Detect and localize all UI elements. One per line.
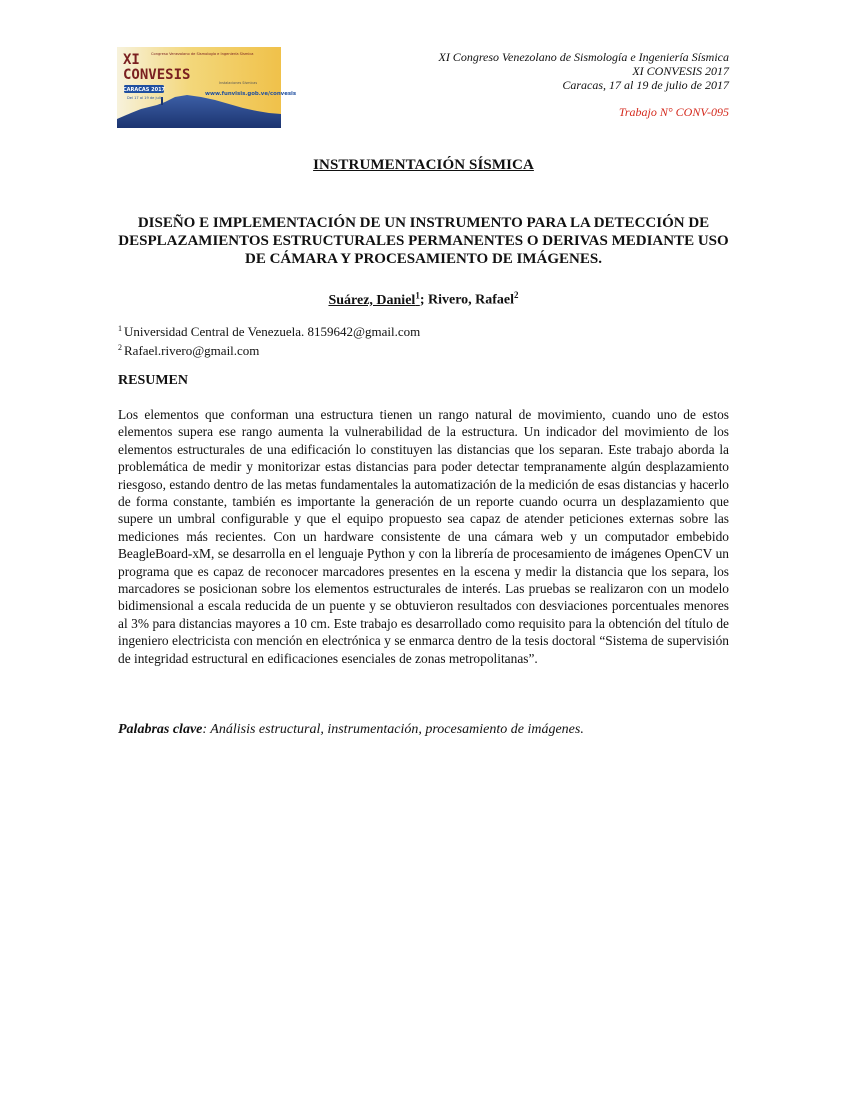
dates-badge-text: Del 17 al 19 de julio <box>127 96 163 100</box>
section-heading: INSTRUMENTACIÓN SÍSMICA <box>313 157 534 173</box>
abstract-heading: RESUMEN <box>118 373 189 388</box>
paper-id: Trabajo N° CONV-095 <box>618 105 729 119</box>
author-separator: ; <box>419 292 428 308</box>
author-secondary-name: Rivero, Rafael <box>427 292 515 308</box>
conference-logo <box>117 47 297 128</box>
author-primary <box>328 290 420 308</box>
logo-name: CONVESIS <box>123 67 191 83</box>
affiliation-2-text: Rafael.rivero@gmail.com <box>124 343 260 358</box>
affiliation-2-sup: 2 <box>118 343 122 352</box>
logo-subtitle: Congreso Venezolano de Sismología e Ingeniería Sísmica <box>151 52 254 56</box>
city-badge-text: CARACAS 2017 <box>122 87 166 93</box>
paper-title: DISEÑO E IMPLEMENTACIÓN DE UN INSTRUMENTO PARA LA DETECCIÓN DE DESPLAZAMIENTOS ESTRUCTURALES PERMANENTES O DERIVAS MEDIANTE USO DE CÁMARA Y PROCESAMIENTO DE IMÁGENES. <box>118 215 729 267</box>
affiliation-1-text: Universidad Central de Venezuela. 8159642@gmail.com <box>124 324 421 339</box>
logo-url: www.funvisis.gob.ve/convesis <box>205 91 297 97</box>
abstract-body: Los elementos que conforman una estructura tienen un rango natural de movimiento, cuando uno de estos elementos supera ese rango aumenta la vulnerabilidad de la estructura. Un indicador del movimiento de los elementos estructurales de una edificación lo constituyen las distancias que los separan. Este trabajo aborda la problemática de medir y monitorizar estas distancias para poder detectar tempranamente algún desplazamiento riesgoso, estando dentro de las metas fundamentales la automatización de la medición de esas distancias y hacerlo de forma constante, también es importante la generación de un reporte cuando ocurra un desplazamiento que supere un umbral configurable y que el equipo propuesto sea capaz de atender peticiones externas sobre las mediciones más recientes. Con un hardware consistente de una cámara web y un computador embebido BeagleBoard-xM, se desarrolla en el lenguaje Python y con la librería de procesamiento de imágenes OpenCV un programa que es capaz de reconocer marcadores presentes en la escena y medir la distancia que los separa, los marcadores se posicionan sobre los elementos estructurales de interés. Las pruebas se realizaron con un modelo bidimensional a escala reducida de un puente y se obtuvieron resultados con desviaciones porcentuales menores al 3% para distancias mayores a 10 cm. Este trabajo es desarrollado como requisito para la obtención del título de ingeniero electricista con mención en electrónica y se enmarca dentro de la tesis doctoral “Sistema de supervisión de integridad estructural en edificaciones esenciales de zonas metropolitanas”. <box>118 407 729 666</box>
keywords-label: Palabras clave <box>118 722 203 737</box>
logo-roman: XI <box>123 52 140 68</box>
author-primary-name: Suárez, Daniel <box>328 292 416 308</box>
affiliation-2 <box>118 340 420 359</box>
keywords-text: : Análisis estructural, instrumentación, procesamiento de imágenes. <box>202 722 584 737</box>
affiliation-1-sup: 1 <box>118 324 122 333</box>
conference-header <box>309 50 729 119</box>
header-conference-name: XI Congreso Venezolano de Sismología e Ingeniería Sísmica <box>438 50 729 64</box>
authors <box>0 290 847 309</box>
author-secondary-sup: 2 <box>514 290 519 300</box>
author-primary-sup: 1 <box>415 290 420 300</box>
convesis-logo-graphic <box>117 47 297 128</box>
logo-tagline: Instalaciones Sísmicas <box>219 81 258 85</box>
affiliation-1 <box>118 321 420 340</box>
header-location-dates: Caracas, 17 al 19 de julio de 2017 <box>562 78 729 92</box>
header-conference-short: XI CONVESIS 2017 <box>632 64 729 78</box>
affiliations <box>118 321 420 359</box>
keywords <box>118 722 584 738</box>
